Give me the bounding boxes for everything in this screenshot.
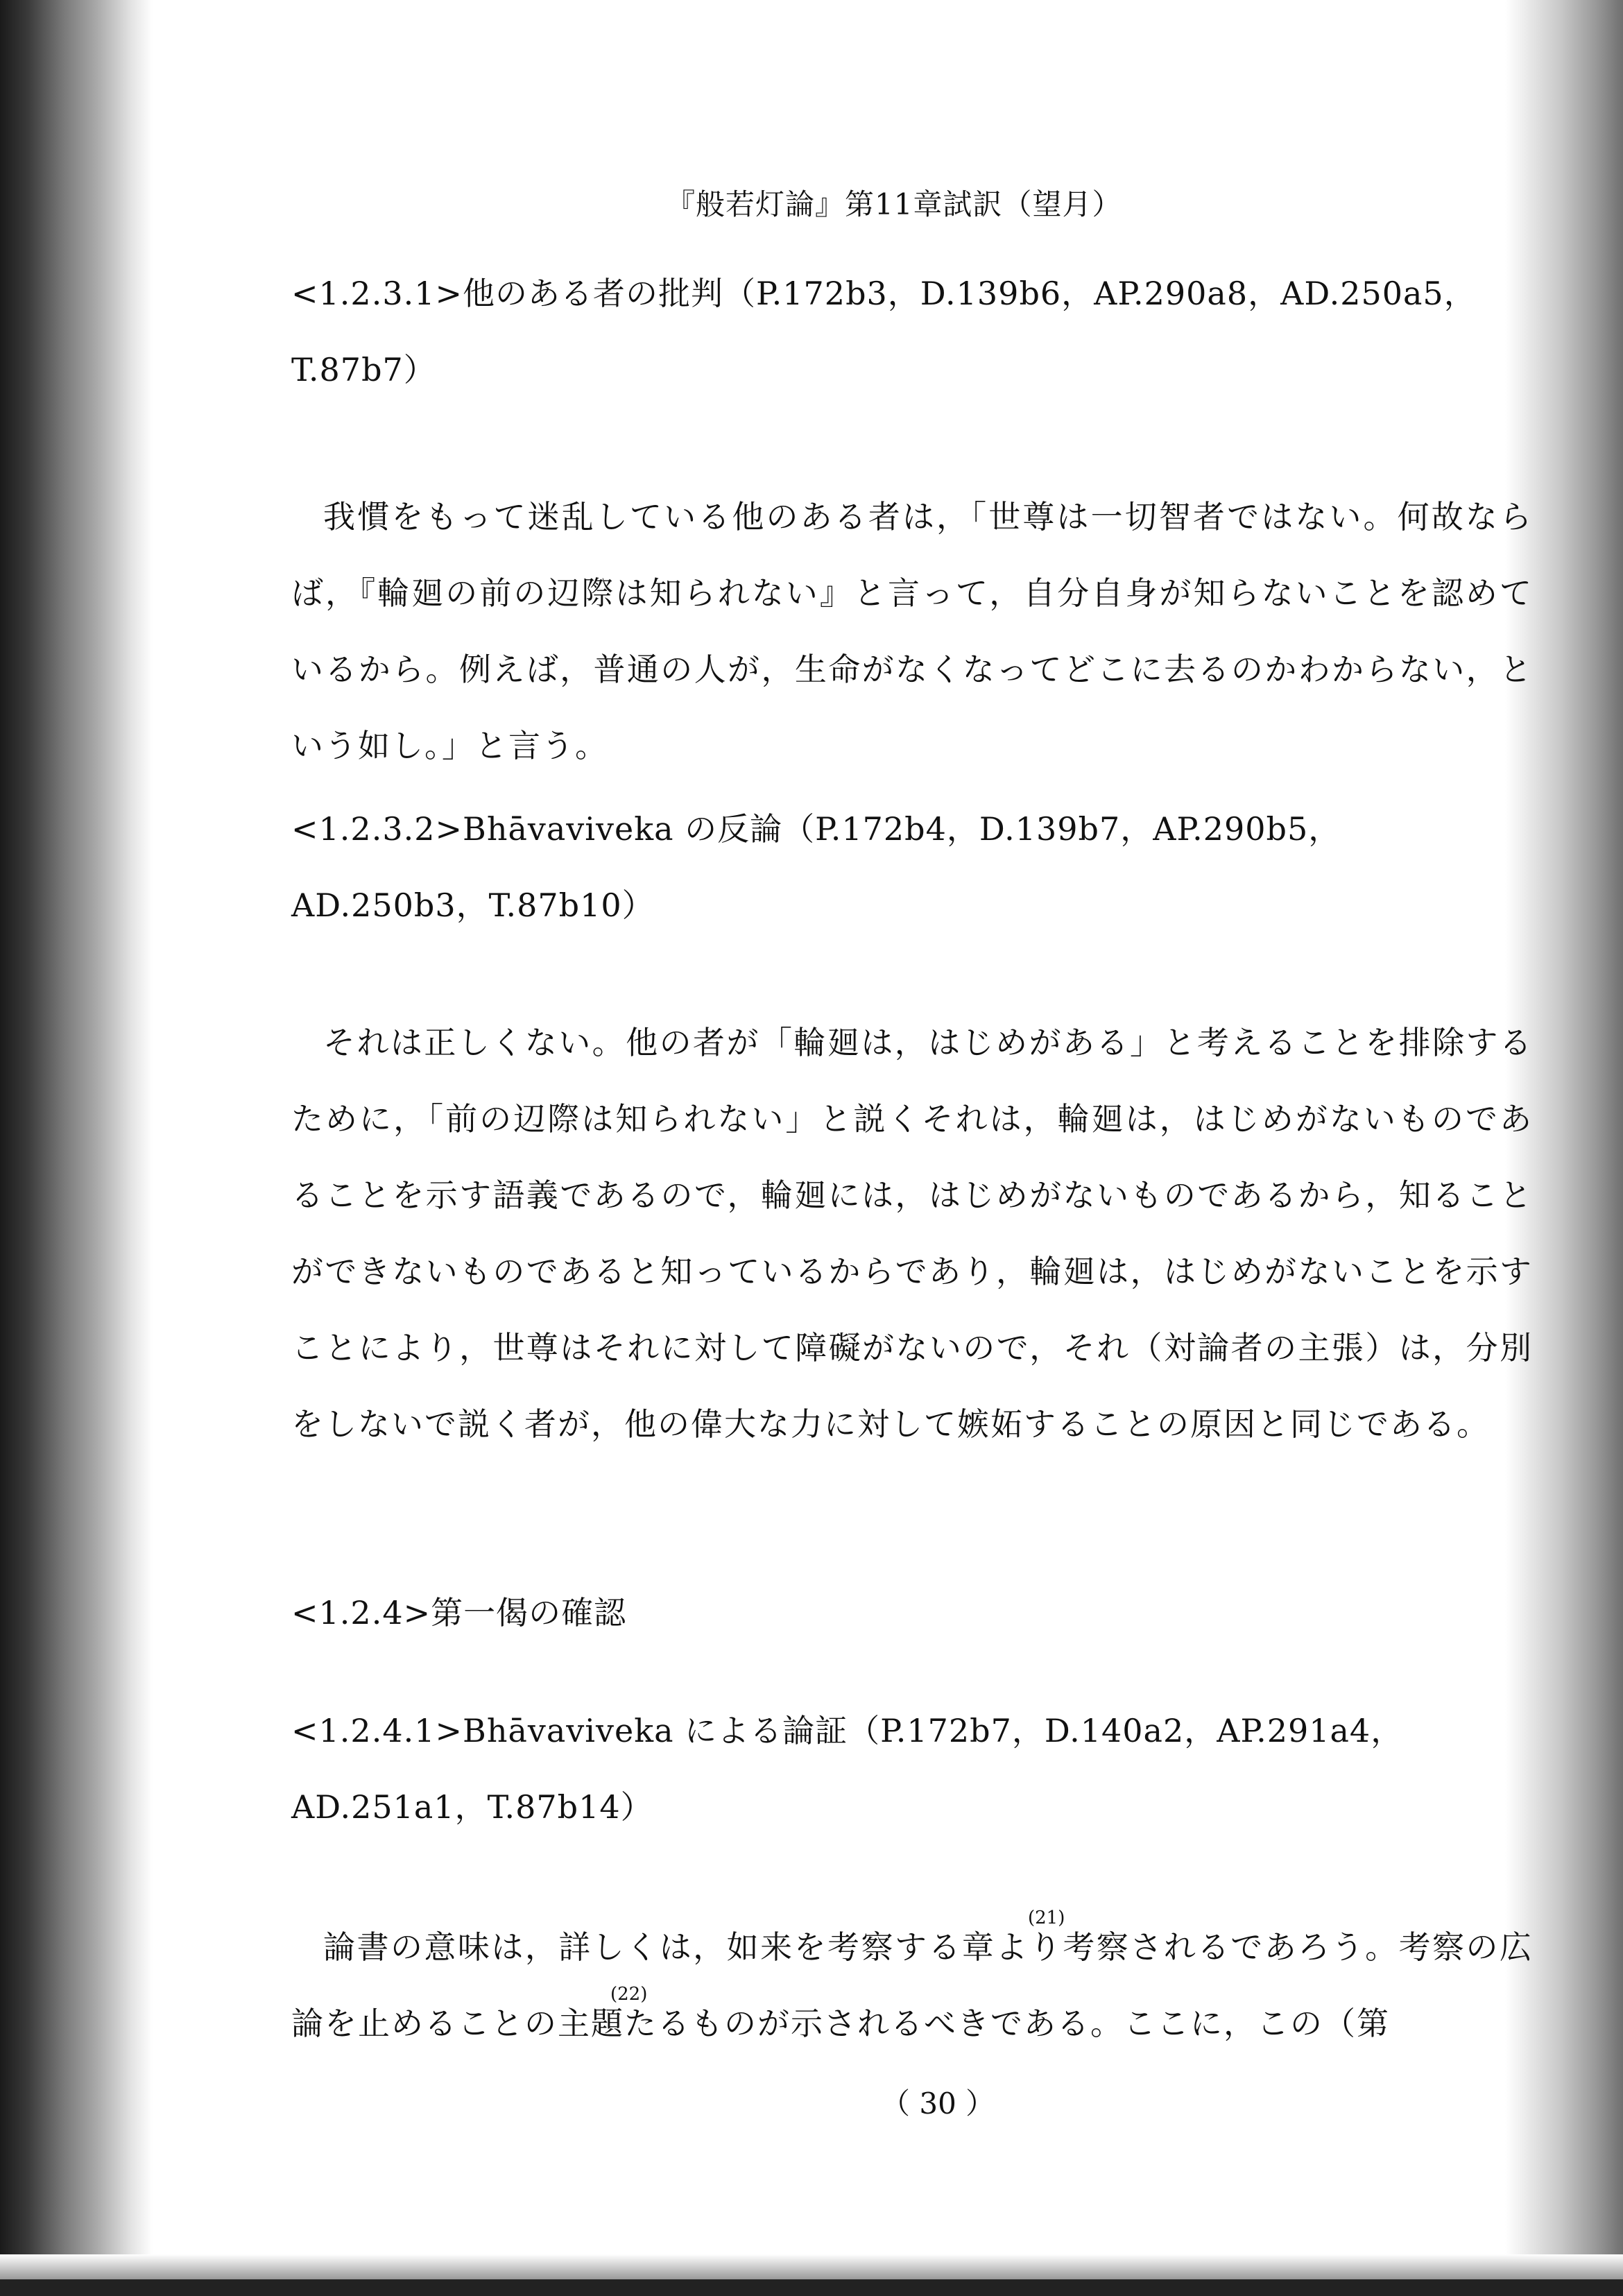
section-heading-1-2-4: <1.2.4>第一偈の確認: [291, 1594, 627, 1631]
running-header: 『般若灯論』第11章試訳（望月）: [666, 187, 1122, 221]
paragraph: それは正しくない。他の者が「輪廻は，はじめがある」と考えることを排除するために，「前の辺際は知られない」と説くそれは，輪廻は，はじめがないものであることを示す語義であるので，輪廻には，はじめがないものであるから，知ることができないものであると知っているからであり，輪廻は，はじめがないことを示すことにより，世尊はそれに対して障礙がないので，それ（対論者の主張）は，分別をしないで説く者が，他の偉大な力に対して嫉妬することの原因と同じである。: [291, 1024, 1534, 1443]
section-heading-1-2-4-1: <1.2.4.1>Bhāvaviveka による論証（P.172b7，D.140a2，AP.291a4，AD.251a1，T.87b14）: [291, 1712, 1404, 1826]
page-number: （ 30 ）: [881, 2087, 995, 2121]
section-body-1-2-4-1: [291, 1909, 1533, 2062]
section-body-1-2-3-1: [291, 479, 1533, 784]
footnote-ref-21: (21): [1028, 1908, 1065, 1928]
section-heading-1-2-3-2: <1.2.3.2>Bhāvaviveka の反論（P.172b4，D.139b7，AP.290b5，AD.250b3，T.87b10）: [291, 810, 1341, 924]
section-heading-1-2-3-1: <1.2.3.1>他のある者の批判（P.172b3，D.139b6，AP.290a8，AD.250a5，T.87b7）: [291, 275, 1477, 388]
paragraph: 我慣をもって迷乱している他のある者は，「世尊は一切智者ではない。何故ならば，『輪廻の前の辺際は知られない』と言って，自分自身が知らないことを認めているから。例えば，普通の人が，生命がなくなってどこに去るのかわからない，という如し。」と言う。: [291, 498, 1534, 764]
section-body-1-2-3-2: [291, 1004, 1533, 1462]
footnote-ref-22: (22): [610, 1984, 648, 2005]
paragraph: 論書の意味は，詳しくは，如来を考察する章より考察されるであろう。考察の広論を止めることの主題たるものが示されるべきである。ここに，この（第: [291, 1928, 1533, 2042]
